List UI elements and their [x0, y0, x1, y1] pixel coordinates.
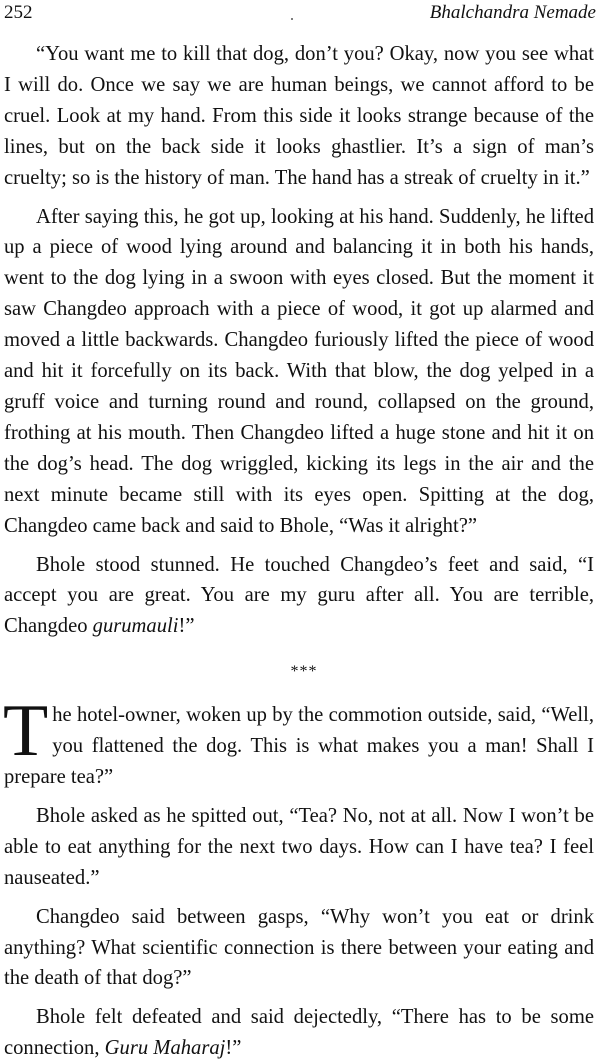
paragraph: Bhole asked as he spitted out, “Tea? No, not at all. Now I won’t be able to eat anything for the next two days. How can I have tea? I feel nauseated.”	[4, 804, 594, 889]
italic-term: Guru Maharaj	[104, 1037, 226, 1060]
page-number: 252	[4, 2, 33, 23]
paragraph-text: he hotel-owner, woken up by the commotion outside, said, “Well, you flattened the dog. This is what makes you a man! Shall I prepare tea?”	[4, 704, 594, 789]
paragraph-text: !”	[178, 615, 195, 638]
paragraph: Changdeo said between gasps, “Why won’t you eat or drink anything? What scientific connection is there between your eating and the death of that dog?”	[4, 905, 594, 990]
drop-cap: T	[3, 690, 49, 773]
paragraph-text: Bhole stood stunned. He touched Changdeo’s feet and said, “I accept you are great. You are my guru after all. You are terrible, Changdeo	[4, 553, 594, 638]
page-header	[4, 2, 596, 28]
paragraph-text: !”	[225, 1037, 242, 1060]
running-head: Bhalchandra Nemade	[429, 2, 596, 23]
paragraph	[3, 690, 594, 793]
italic-term: gurumauli	[92, 615, 179, 638]
paragraph	[4, 1002, 594, 1064]
paragraph: After saying this, he got up, looking at his hand. Suddenly, he lifted up a piece of wood lying around and balancing it in both his hands, went to the dog lying in a swoon with eyes closed. But the moment it saw Changdeo approach with a piece of wood, it got up alarmed and moved a little backwards. Changdeo furiously lifted the piece of wood and hit it forcefully on its back. With that blow, the dog yelped in a gruff voice and turning round and round, collapsed on the ground, frothing at his mouth. Then Changdeo lifted a huge stone and hit it on the dog’s head. The dog wriggled, kicking its legs in the air and the next minute became still with its eyes open. Spitting at the dog, Changdeo came back and said to Bhole, “Was it alright?”	[4, 205, 594, 537]
page-body	[4, 39, 594, 1064]
paragraph	[4, 550, 594, 643]
paragraph: “You want me to kill that dog, don’t you? Okay, now you see what I will do. Once we say we are human beings, we cannot afford to be cruel. Look at my hand. From this side it looks strange because of the lines, but on the back side it looks ghastlier. It’s a sign of man’s cruelty; so is the history of man. The hand has a streak of cruelty in it.”	[4, 43, 594, 189]
print-speck	[291, 18, 293, 20]
scene-break: ***	[290, 663, 318, 681]
paragraph-text: Bhole felt defeated and said dejectedly, “There has to be some connection,	[4, 1006, 594, 1060]
